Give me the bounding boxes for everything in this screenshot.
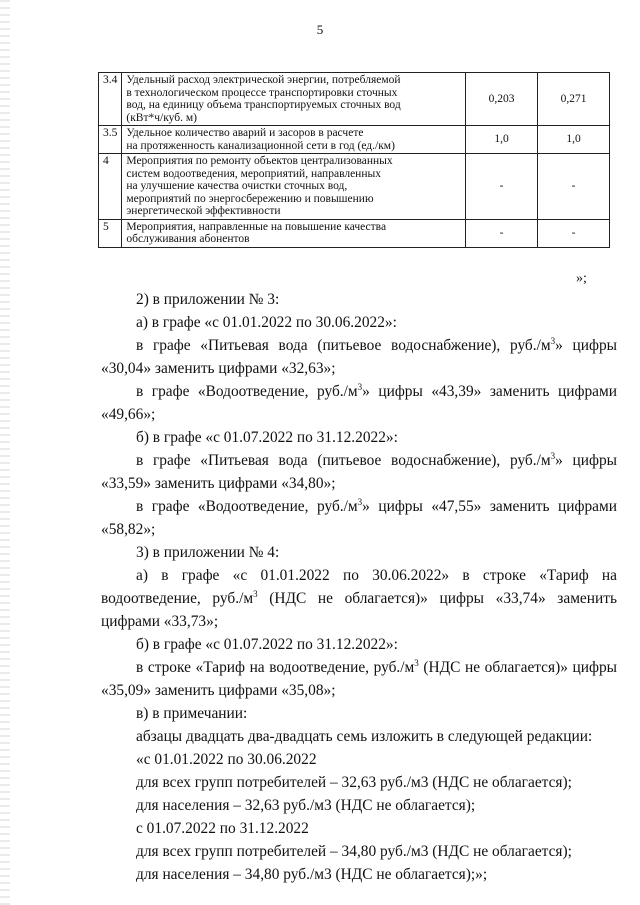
- table-row: [99, 154, 610, 220]
- row-description: [122, 126, 466, 154]
- row-number: 3.4: [99, 73, 122, 126]
- row-value-2: -: [538, 219, 610, 247]
- paragraph-tariff-h1: а) в графе «с 01.01.2022 по 30.06.2022» в строке «Тариф на водоотведение, $руб./м^3$ (НДС не облагается)» цифры «33,74» заменить цифрами «33,73»;: [101, 567, 617, 630]
- indicators-table-body: [99, 73, 610, 248]
- document-body: [101, 288, 617, 886]
- row-description-line: систем водоотведения, мероприятий, направленных: [126, 167, 381, 180]
- row-value-1: -: [466, 219, 538, 247]
- row-value-2: 1,0: [538, 126, 610, 154]
- row-description-line: мероприятий по энергосбережению и повышению: [126, 192, 374, 205]
- paragraph-population-h1: для населения – 32,63 руб./м3 (НДС не облагается);: [136, 797, 476, 814]
- paragraph-tariff-h2: в строке «Тариф на водоотведение, $руб./м^3$ (НДС не облагается)» цифры «35,09» заменить цифрами «35,08»;: [101, 657, 617, 699]
- row-description-line: Удельный расход электрической энергии, потребляемой: [126, 74, 401, 86]
- table-row: [99, 126, 610, 154]
- row-description-line: обслуживания абонентов: [126, 233, 250, 245]
- paragraph-appendix-4: 3) в приложении № 4:: [136, 544, 280, 561]
- row-value-1: 0,203: [466, 73, 538, 126]
- paragraph-column-h2-2022: б) в графе «с 01.07.2022 по 31.12.2022»:: [136, 429, 398, 446]
- row-description-line: (кВт*ч/куб. м): [126, 111, 197, 124]
- table-closing-quote: »;: [576, 271, 587, 286]
- paragraph-appendix-3: 2) в приложении № 3:: [136, 291, 280, 308]
- row-description-line: энергетической эффективности: [126, 205, 281, 217]
- row-value-1: -: [466, 154, 538, 220]
- row-value-2: 0,271: [538, 73, 610, 126]
- row-description-line: на улучшение качества очистки сточных вод,: [126, 180, 348, 192]
- row-description: [122, 73, 466, 126]
- paragraph-column-h1-2022: а) в графе «с 01.01.2022 по 30.06.2022»:: [136, 314, 397, 331]
- table-row: [99, 73, 610, 126]
- paragraph-drinking-water-h1: в графе «Питьевая вода (питьевое водоснабжение), $руб./м^3$» цифры «30,04» заменить цифрами «32,63»;: [101, 335, 617, 377]
- paragraph-period-h1: «с 01.01.2022 по 30.06.2022: [136, 751, 317, 768]
- row-description-line: Мероприятия по ремонту объектов централизованных: [126, 155, 393, 167]
- table-row: [99, 219, 610, 247]
- paragraph-all-groups-h1: для всех групп потребителей – 32,63 руб./м3 (НДС не облагается);: [136, 774, 572, 791]
- scan-edge-artifact: [0, 0, 10, 905]
- row-description-line: Удельное количество аварий и засоров в расчете: [126, 127, 364, 139]
- row-description-line: вод, на единицу объема транспортируемых сточных вод: [126, 99, 401, 111]
- row-description: [122, 154, 466, 220]
- row-description-line: на протяженность канализационной сети в год (ед./км): [126, 139, 395, 152]
- row-value-1: 1,0: [466, 126, 538, 154]
- row-number: 4: [99, 154, 122, 220]
- paragraph-new-edition: абзацы двадцать два-двадцать семь изложить в следующей редакции:: [136, 728, 593, 745]
- paragraph-period-h2: с 01.07.2022 по 31.12.2022: [136, 820, 309, 837]
- paragraph-population-h2: для населения – 34,80 руб./м3 (НДС не облагается);»;: [136, 866, 488, 883]
- paragraph-column-h2-tariff: б) в графе «с 01.07.2022 по 31.12.2022»:: [136, 636, 398, 653]
- indicators-table: [98, 72, 610, 248]
- paragraph-drinking-water-h2: в графе «Питьевая вода (питьевое водоснабжение), $руб./м^3$» цифры «33,59» заменить цифрами «34,80»;: [101, 450, 617, 492]
- paragraph-wastewater-h1: в графе «Водоотведение, $руб./м^3$» цифры «43,39» заменить цифрами «49,66»;: [101, 381, 617, 423]
- row-description: [122, 219, 466, 247]
- row-number: 3.5: [99, 126, 122, 154]
- row-value-2: -: [538, 154, 610, 220]
- paragraph-note: в) в примечании:: [136, 705, 248, 722]
- page-number: 5: [316, 22, 324, 37]
- row-description-line: в технологическом процессе транспортировки сточных: [126, 86, 398, 99]
- row-description-line: Мероприятия, направленные на повышение качества: [126, 220, 387, 233]
- paragraph-all-groups-h2: для всех групп потребителей – 34,80 руб./м3 (НДС не облагается);: [136, 843, 572, 860]
- row-number: 5: [99, 219, 122, 247]
- paragraph-wastewater-h2: в графе «Водоотведение, $руб./м^3$» цифры «47,55» заменить цифрами «58,82»;: [101, 496, 617, 538]
